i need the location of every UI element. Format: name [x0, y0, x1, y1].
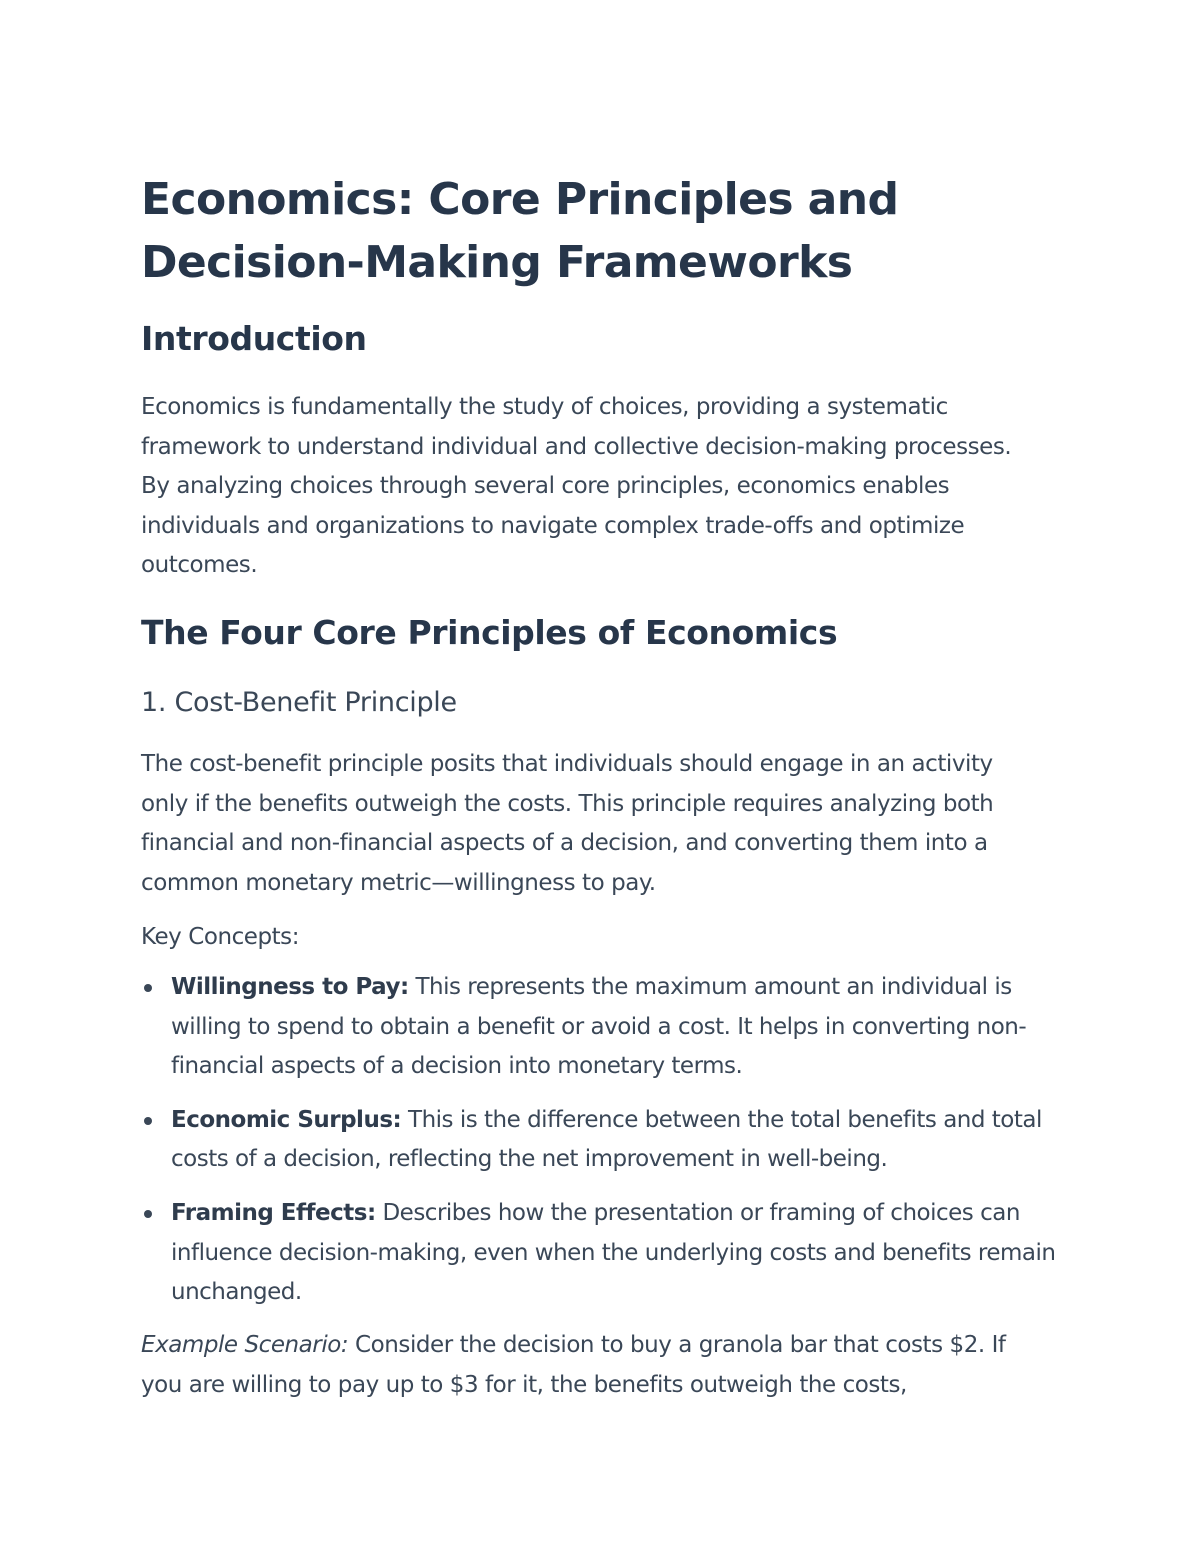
- bullet-icon: [144, 984, 152, 992]
- concept-list-item: [141, 1194, 1063, 1313]
- cost-benefit-paragraph: The cost-benefit principle posits that individuals should engage in an activity only if the benefits outweigh the costs. This principle requires analyzing both financial and non-financial aspects of a decision, and converting them into a common monetary metric—willingness to pay.: [141, 751, 994, 896]
- introduction-paragraph: Economics is fundamentally the study of choices, providing a systematic framework to understand individual and collective decision-making processes. By analyzing choices through several core principles, economics enables individuals and organizations to navigate complex trade-offs and optimize outcomes.: [141, 394, 1012, 579]
- cost-benefit-heading: 1. Cost-Benefit Principle: [141, 687, 457, 718]
- bullet-icon: [144, 1210, 152, 1218]
- concept-description: This is the difference between the total benefits and total costs of a decision, reflecting the net improvement in well-being.: [171, 1106, 1042, 1173]
- bullet-icon: [144, 1117, 152, 1125]
- example-scenario-paragraph: [141, 1326, 1046, 1405]
- principles-section-heading: The Four Core Principles of Economics: [141, 613, 838, 652]
- example-scenario-text: Consider the decision to buy a granola bar that costs $2. If you are willing to pay up to $3 for it, the benefits outweigh the costs,: [141, 1332, 1006, 1398]
- concept-description: Describes how the presentation or framing of choices can influence decision-making, even when the underlying costs and benefits remain unchanged.: [171, 1199, 1056, 1306]
- concept-list-item: [141, 1101, 1063, 1180]
- introduction-heading: Introduction: [141, 319, 367, 358]
- key-concepts-list: [141, 968, 1063, 1327]
- key-concepts-label: Key Concepts:: [141, 924, 300, 950]
- document-title: Economics: Core Principles and Decision-Making Frameworks: [141, 174, 899, 288]
- concept-term: Framing Effects:: [171, 1199, 376, 1226]
- concept-term: Economic Surplus:: [171, 1106, 402, 1133]
- example-scenario-label: Example Scenario:: [141, 1332, 349, 1358]
- concept-list-item: [141, 968, 1063, 1087]
- concept-term: Willingness to Pay:: [171, 974, 409, 1000]
- concept-description: This represents the maximum amount an individual is willing to spend to obtain a benefit or avoid a cost. It helps in converting non-financial aspects of a decision into monetary terms.: [171, 974, 1027, 1080]
